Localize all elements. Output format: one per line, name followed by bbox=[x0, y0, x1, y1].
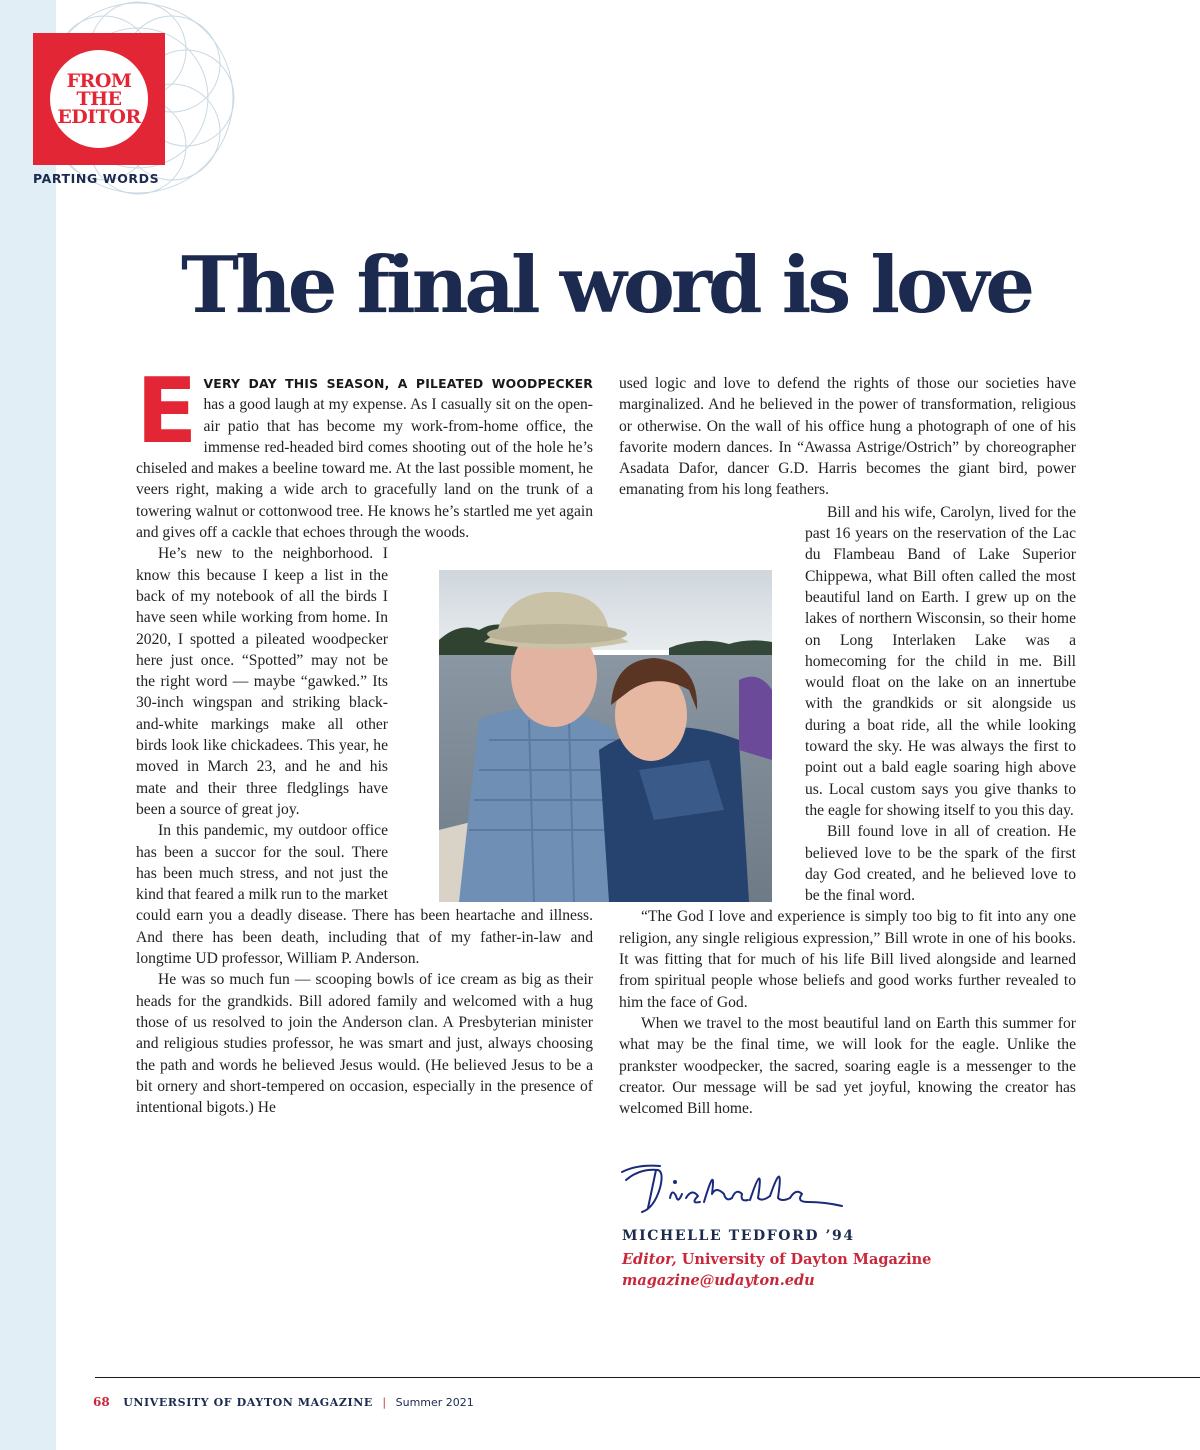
paragraph-1 bbox=[136, 359, 593, 543]
footer bbox=[93, 1395, 474, 1409]
lead-in: VERY DAY THIS SEASON, A PILEATED WOODPECKER bbox=[203, 376, 593, 391]
author-name: MICHELLE TEDFORD ’94 bbox=[622, 1228, 855, 1244]
section-label: PARTING WORDS bbox=[33, 171, 160, 186]
footer-separator: | bbox=[382, 1396, 387, 1409]
paragraph-9: When we travel to the most beautiful land on Earth this summer for what may be the final time, we will look for the eagle. Unlike the prankster woodpecker, the sacred, soaring eagle is a messenger to the creator. Our message will be sad yet joyful, knowing the creator has welcomed Bill home. bbox=[619, 1014, 1076, 1118]
photo-illustration bbox=[439, 570, 772, 902]
author-role: Editor, bbox=[622, 1251, 677, 1268]
paragraph-3: In this pandemic, my outdoor office has been a succor for the soul. There has been much stress, and not just the kind that feared a milk run to the market could earn you a deadly disease. There has been heartache and illness. And there has been death, including that of my father-in-law and longtime UD professor, William P. Anderson. bbox=[136, 822, 593, 968]
page-number: 68 bbox=[93, 1395, 110, 1409]
headline: The final word is love bbox=[180, 240, 1032, 331]
signature-image bbox=[620, 1158, 850, 1220]
badge-line-1: FROM bbox=[66, 70, 132, 92]
article-photo bbox=[439, 570, 772, 902]
paragraph-1-text: has a good laugh at my expense. As I casually sit on the open-air patio that has become my work-from-home office, the immense red-headed bird comes shooting out of the hole he’s chiseled and makes a beeline toward me. At the last possible moment, he veers right, making a wide arch to gracefully land on the trunk of a towering walnut or cottonwood tree. He knows he’s startled me yet again and gives off a cackle that echoes through the woods. bbox=[136, 396, 593, 542]
paragraph-4: He was so much fun — scooping bowls of ice cream as big as their heads for the grandkids. Bill adored family and welcomed with a hug those of us resolved to join the Anderson clan. A Presbyterian minister and religious studies professor, he was smart and just, always choosing the path and words he believed Jesus would. (He believed Jesus to be a bit ornery and short-tempered on occasion, especially in the presence of intentional bigots.) He bbox=[136, 971, 593, 1117]
author-title bbox=[622, 1251, 931, 1268]
badge-line-3: EDITOR bbox=[57, 106, 141, 128]
author-email[interactable]: magazine@udayton.edu bbox=[622, 1272, 815, 1289]
badge-line-2: THE bbox=[76, 88, 122, 110]
paragraph-6-text: Bill and his wife, Carolyn, lived for the past 16 years on the reservation of the Lac du Flambeau Band of Lake Superior Chippewa, what Bill often called the most beautiful land on Earth. I grew up on the lakes of northern Wisconsin, so their home on Long Interlaken Lake was a homecoming for the child in me. Bill would float on the lake on an innertube with the grandkids or sit alongside us during a boat ride, all the while looking toward the sky. He was always the first to point out a bald eagle soaring high above us. Local custom says you give thanks to the eagle for showing itself to you this day. bbox=[805, 503, 1076, 819]
footer-rule bbox=[95, 1377, 1200, 1378]
paragraph-5: used logic and love to defend the rights of those our societies have marginalized. And he believed in the power of transformation, religious or otherwise. On the wall of his office hung a photograph of one of his favorite modern dances. In “Awassa Astrige/Ostrich” by choreographer Asadata Dafor, dancer G.D. Harris becomes the giant bird, power emanating from his long feathers. bbox=[619, 375, 1076, 499]
issue-label: Summer 2021 bbox=[395, 1396, 474, 1409]
from-the-editor-badge bbox=[33, 33, 165, 165]
paragraph-2: He’s new to the neighborhood. I know this because I keep a list in the back of my notebook of all the birds I have seen while working from home. In 2020, I spotted a pileated woodpecker here just once. “Spotted” may not be the right word — maybe “gawked.” Its 30-inch wingspan and striking black-and-white markings make all other birds look like chickadees. This year, he moved in March 23, and he and his mate and their three fledglings have been a source of great joy. bbox=[136, 545, 388, 818]
author-publication: University of Dayton Magazine bbox=[676, 1251, 932, 1268]
badge-circle bbox=[50, 50, 148, 148]
paragraph-8: “The God I love and experience is simply too big to fit into any one religion, any single religious expression,” Bill wrote in one of his books. It was fitting that for much of his life Bill lived alongside and learned from spiritual people whose beliefs and good works further revealed to him the face of God. bbox=[619, 908, 1076, 1011]
magazine-name: UNIVERSITY OF DAYTON MAGAZINE bbox=[123, 1396, 373, 1409]
drop-cap: E bbox=[136, 359, 198, 464]
paragraph-7: Bill found love in all of creation. He believed love to be the spark of the first day God created, and he believed love to be the final word. bbox=[805, 823, 1076, 905]
